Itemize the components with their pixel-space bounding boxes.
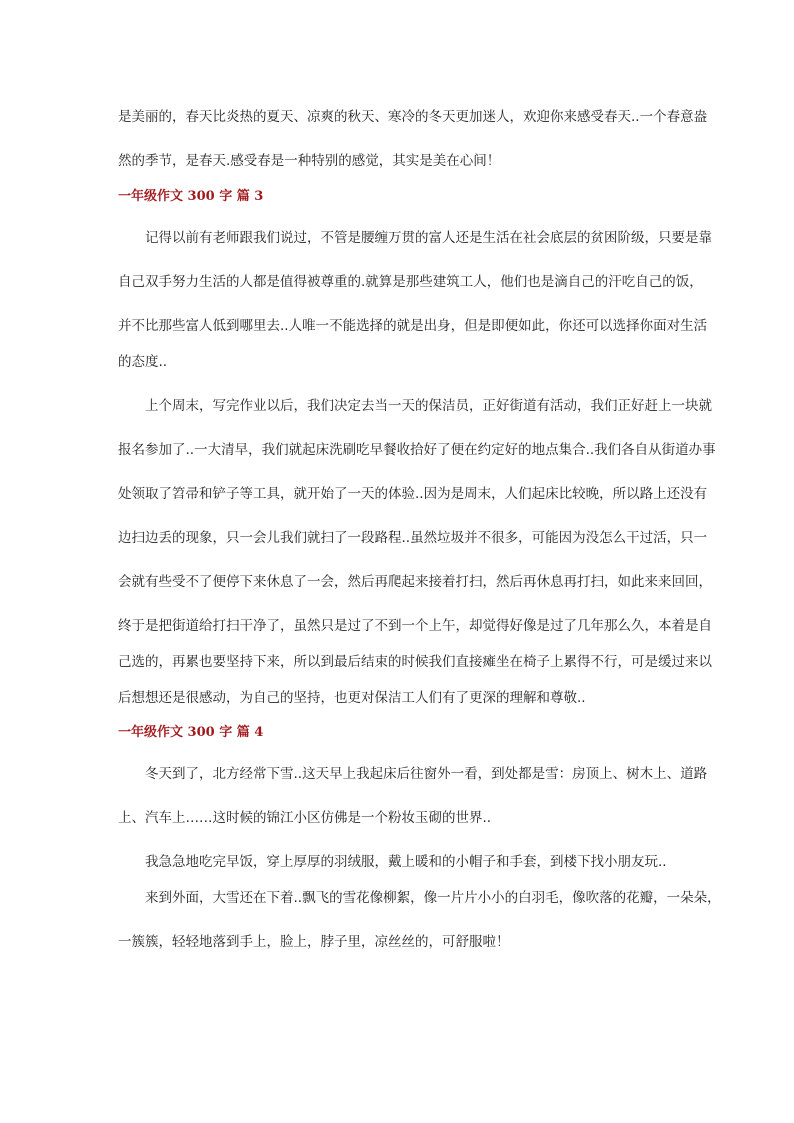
text-line: 冬天到了，北方经常下雪..这天早上我起床后往窗外一看，到处都是雪：房顶上、树木上、道路 (118, 766, 708, 782)
text-line: 处领取了笤帚和铲子等工具，就开始了一天的体验..因为是周末，人们起床比较晚，所以路上还没有 (118, 486, 708, 502)
text-line: 会就有些受不了便停下来休息了一会，然后再爬起来接着打扫，然后再休息再打扫，如此来来回回， (118, 574, 712, 590)
section-heading: 一年级作文 300 字 篇 3 (118, 189, 264, 204)
text-line: 并不比那些富人低到哪里去..人唯一不能选择的就是出身，但是即便如此，你还可以选择你面对生活 (118, 318, 708, 334)
text-line: 上、汽车上……这时候的锦江小区仿佛是一个粉妆玉砌的世界.. (118, 810, 492, 826)
text-line: 一簇簇，轻轻地落到手上，脸上，脖子里，凉丝丝的，可舒服啦！ (118, 934, 510, 950)
text-line: 自己双手努力生活的人都是值得被尊重的.就算是那些建筑工人，他们也是滴自己的汗吃自己的饭， (118, 274, 703, 290)
text-line: 终于是把街道给打扫干净了，虽然只是过了不到一个上午，却觉得好像是过了几年那么久，本着是自 (118, 618, 712, 634)
text-line: 我急急地吃完早饭，穿上厚厚的羽绒服，戴上暖和的小帽子和手套，到楼下找小朋友玩.. (118, 854, 667, 870)
text-line: 上个周末，写完作业以后，我们决定去当一天的保洁员，正好街道有活动，我们正好赶上一块就 (118, 398, 712, 414)
text-line: 来到外面，大雪还在下着..飘飞的雪花像柳絮，像一片片小小的白羽毛，像吹落的花瓣，一朵朵， (118, 890, 721, 906)
text-line: 己选的，再累也要坚持下来，所以到最后结束的时候我们直接瘫坐在椅子上累得不行，可是缓过来以 (118, 654, 712, 670)
text-line: 报名参加了..一大清早，我们就起床洗刷吃早餐收拾好了便在约定好的地点集合..我们各自从街道办事 (118, 442, 716, 458)
section-heading: 一年级作文 300 字 篇 4 (118, 725, 264, 740)
text-line: 记得以前有老师跟我们说过，不管是腰缠万贯的富人还是生活在社会底层的贫困阶级，只要是靠 (118, 230, 712, 246)
text-line: 然的季节，是春天.感受春是一种特别的感觉，其实是美在心间！ (118, 153, 501, 169)
text-line: 后想想还是很感动，为自己的坚持，也更对保洁工人们有了更深的理解和尊敬.. (118, 690, 586, 706)
text-line: 是美丽的，春天比炎热的夏天、凉爽的秋天、寒冷的冬天更加迷人，欢迎你来感受春天..一个春意盎 (118, 109, 708, 125)
text-line: 边扫边丢的现象，只一会儿我们就扫了一段路程..虽然垃圾并不很多，可能因为没怎么干过活，只一 (118, 530, 708, 546)
text-line: 的态度.. (118, 354, 168, 370)
